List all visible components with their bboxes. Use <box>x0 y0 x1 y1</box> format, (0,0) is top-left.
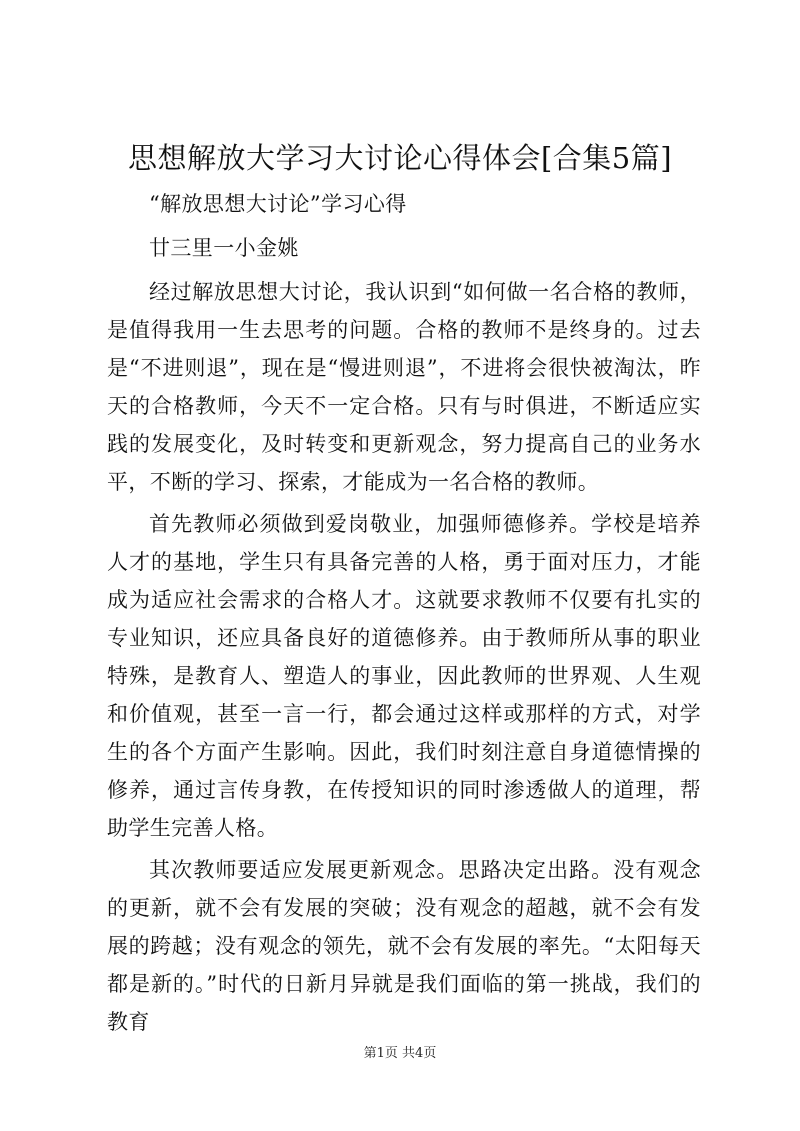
paragraph: 经过解放思想大讨论，我认识到“如何做一名合格的教师，是值得我用一生去思考的问题。合格的教师不是终身的。过去是“不进则退”，现在是“慢进则退”，不进将会很快被淘汰，昨天的合格教师，今天不一定合格。只有与时俱进，不断适应实践的发展变化，及时转变和更新观念，努力提高自己的业务水平，不断的学习、探索，才能成为一名合格的教师。 <box>107 280 701 494</box>
document-title: 思想解放大学习大讨论心得体会[合集5篇] <box>127 141 673 175</box>
page-footer: 第1页 共4页 <box>363 1046 437 1061</box>
paragraph-subtitle: “解放思想大讨论”学习心得 <box>149 192 407 216</box>
paragraph-author: 廿三里一小金姚 <box>149 236 299 260</box>
paragraph: 首先教师必须做到爱岗敬业，加强师德修养。学校是培养人才的基地，学生只有具备完善的人格，勇于面对压力，才能成为适应社会需求的合格人才。这就要求教师不仅要有扎实的专业知识，还应具备良好的道德修养。由于教师所从事的职业特殊，是教育人、塑造人的事业，因此教师的世界观、人生观和价值观，甚至一言一行，都会通过这样或那样的方式，对学生的各个方面产生影响。因此，我们时刻注意自身道德情操的修养，通过言传身教，在传授知识的同时渗透做人的道理，帮助学生完善人格。 <box>107 512 701 840</box>
paragraph: 其次教师要适应发展更新观念。思路决定出路。没有观念的更新，就不会有发展的突破；没有观念的超越，就不会有发展的跨越；没有观念的领先，就不会有发展的率先。“太阳每天都是新的。”时代的日新月异就是我们面临的第一挑战，我们的教育 <box>107 858 701 1034</box>
document-body <box>107 185 701 1045</box>
